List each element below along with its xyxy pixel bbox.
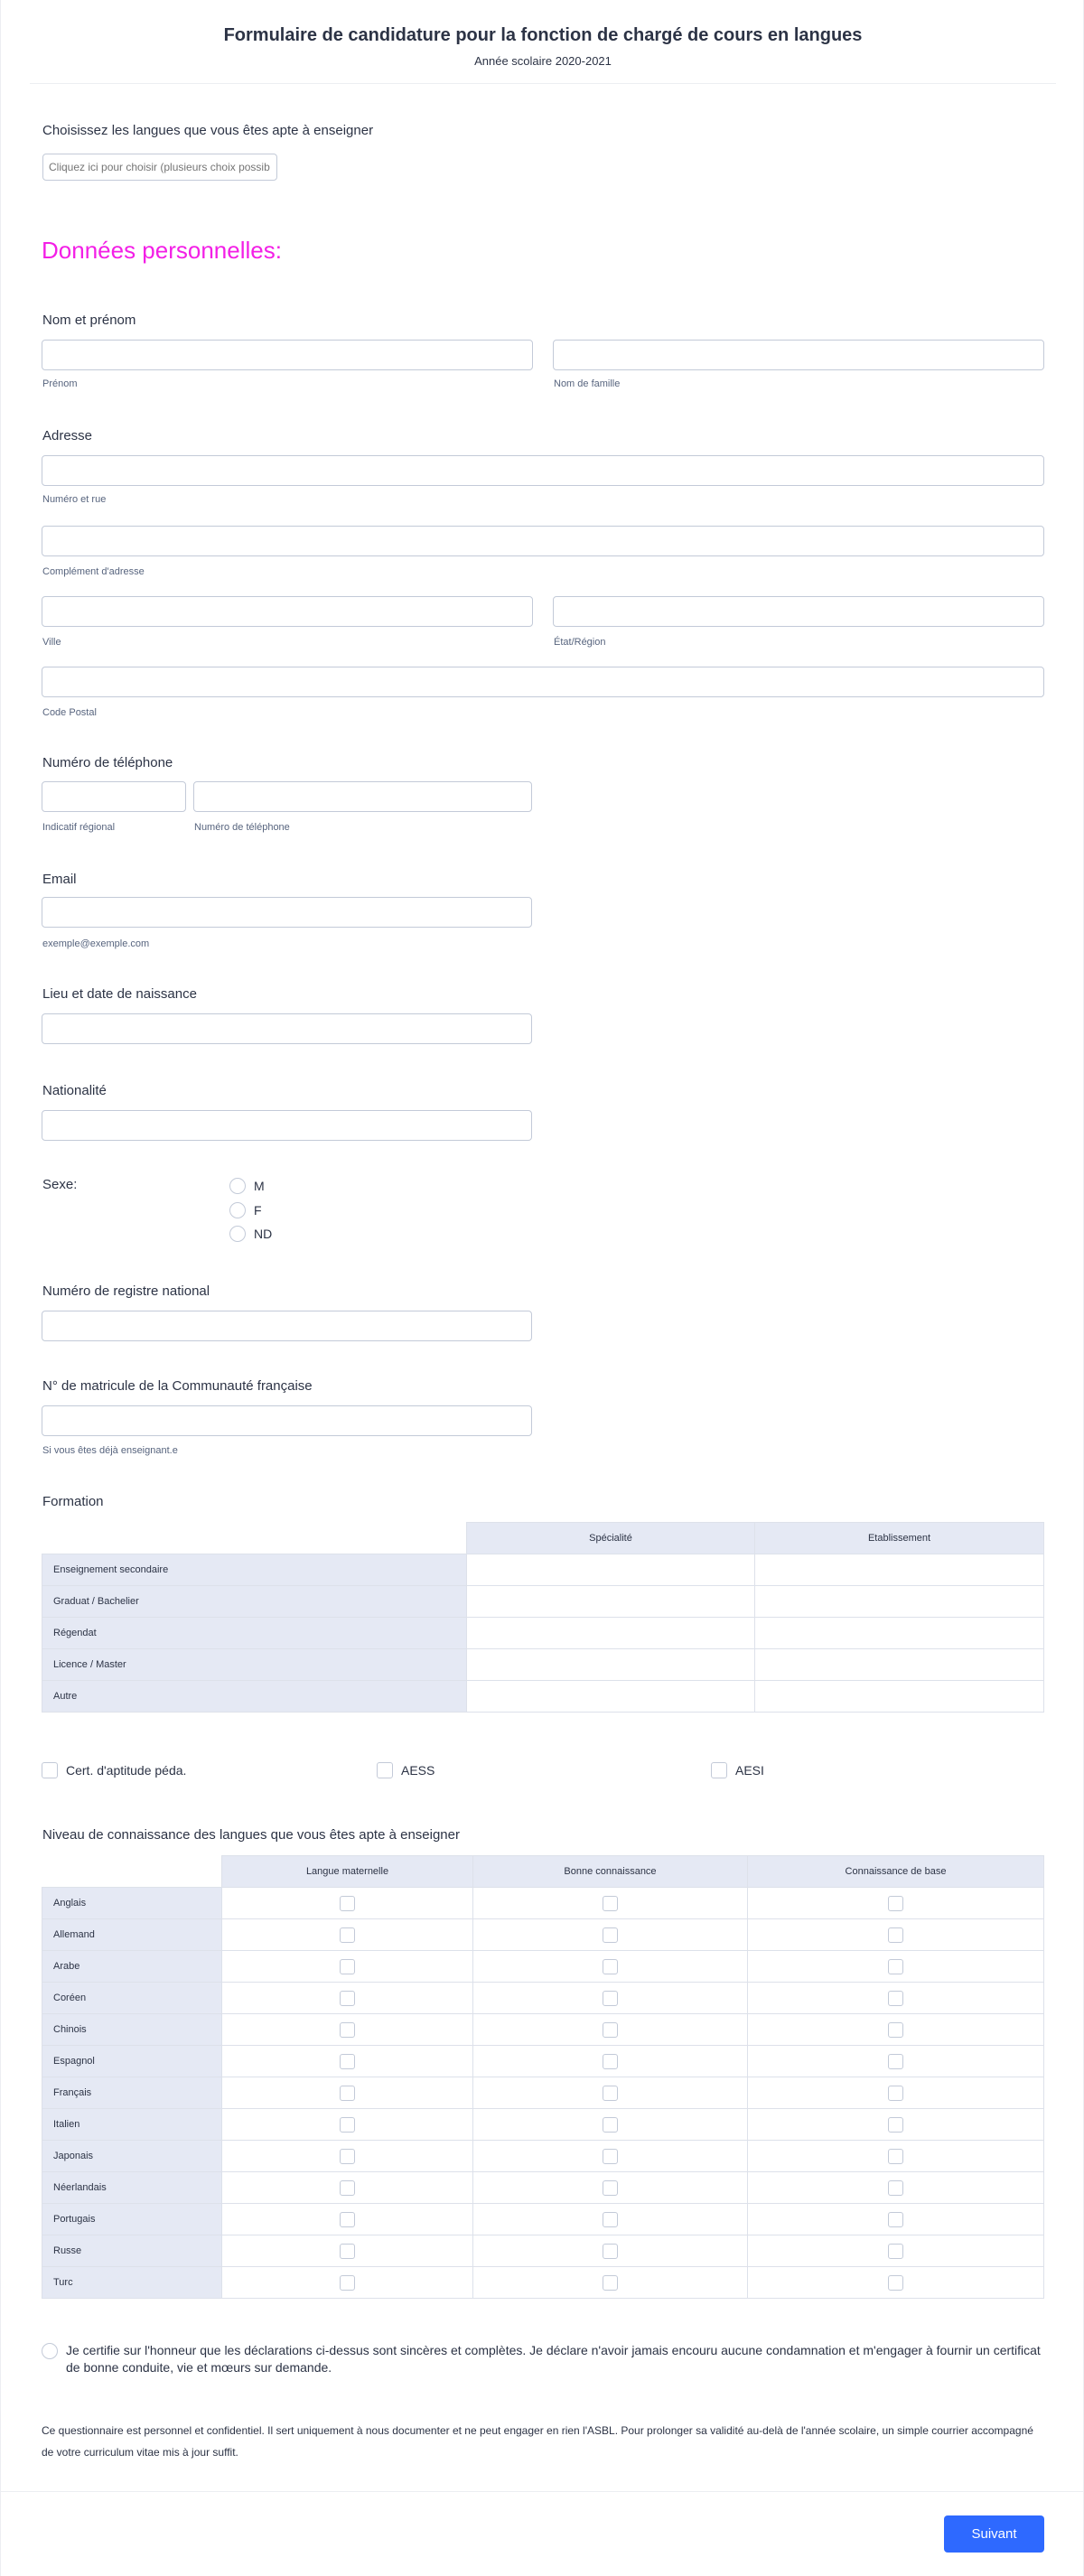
level-maternelle-checkbox[interactable] xyxy=(340,2149,355,2164)
level-base-checkbox[interactable] xyxy=(888,2117,903,2133)
formation-row xyxy=(42,1586,1044,1618)
level-maternelle-checkbox[interactable] xyxy=(340,1927,355,1943)
matricule-input[interactable] xyxy=(42,1405,532,1436)
email-label: Email xyxy=(42,872,77,887)
etablissement-input[interactable] xyxy=(755,1681,1044,1713)
certify-text: Je certifie sur l'honneur que les déclarations ci-dessus sont sincères et complètes. Je déclare n'avoir jamais encouru aucune condamnation et m'engager à fournir un certificat de bonne conduite, vie et mœurs sur demande. xyxy=(66,2343,1041,2375)
level-base-checkbox[interactable] xyxy=(888,1896,903,1911)
formation-row xyxy=(42,1649,1044,1681)
level-bonne-checkbox[interactable] xyxy=(603,1896,618,1911)
language-row-label: Français xyxy=(42,2077,222,2109)
formation-row-label: Enseignement secondaire xyxy=(42,1554,467,1586)
language-row xyxy=(42,2235,1044,2267)
language-row xyxy=(42,2141,1044,2172)
aess-label: AESS xyxy=(401,1763,435,1778)
birth-input[interactable] xyxy=(42,1013,532,1044)
formation-column-header: Spécialité xyxy=(467,1523,755,1554)
level-bonne-checkbox[interactable] xyxy=(603,2054,618,2069)
matricule-label: N° de matricule de la Communauté française xyxy=(42,1378,313,1394)
language-row xyxy=(42,2077,1044,2109)
levels-label: Niveau de connaissance des langues que vous êtes apte à enseigner xyxy=(42,1827,460,1843)
formation-table xyxy=(42,1522,1044,1713)
specialite-input[interactable] xyxy=(467,1681,755,1713)
language-row xyxy=(42,2267,1044,2299)
formation-row-label: Licence / Master xyxy=(42,1649,467,1681)
level-bonne-checkbox[interactable] xyxy=(603,1959,618,1974)
level-base-checkbox[interactable] xyxy=(888,2212,903,2227)
level-bonne-checkbox[interactable] xyxy=(603,2022,618,2038)
level-bonne-checkbox[interactable] xyxy=(603,2149,618,2164)
etablissement-input[interactable] xyxy=(755,1554,1044,1586)
language-row xyxy=(42,2204,1044,2235)
address-label: Adresse xyxy=(42,428,93,443)
language-row-label: Anglais xyxy=(42,1888,222,1919)
level-bonne-checkbox[interactable] xyxy=(603,2212,618,2227)
level-base-checkbox[interactable] xyxy=(888,1991,903,2006)
nationality-input[interactable] xyxy=(42,1110,532,1141)
language-row xyxy=(42,1919,1044,1951)
formation-row-label: Régendat xyxy=(42,1618,467,1649)
language-row xyxy=(42,2172,1044,2204)
level-base-checkbox[interactable] xyxy=(888,2054,903,2069)
languages-label: Choisissez les langues que vous êtes apte à enseigner xyxy=(42,123,374,138)
sex-option-label: M xyxy=(254,1179,265,1193)
language-row-label: Chinois xyxy=(42,2014,222,2046)
languages-select[interactable] xyxy=(42,154,277,181)
sex-radio-m[interactable] xyxy=(229,1178,246,1194)
sex-option-label: ND xyxy=(254,1227,273,1241)
language-row xyxy=(42,1983,1044,2014)
level-bonne-checkbox[interactable] xyxy=(603,2275,618,2291)
section-title: Données personnelles: xyxy=(42,237,282,264)
formation-row xyxy=(42,1618,1044,1649)
level-maternelle-checkbox[interactable] xyxy=(340,1991,355,2006)
first-name-sublabel: Prénom xyxy=(42,378,78,389)
last-name-sublabel: Nom de famille xyxy=(554,378,621,389)
specialite-input[interactable] xyxy=(467,1586,755,1618)
levels-column-header: Langue maternelle xyxy=(222,1856,473,1888)
next-button[interactable]: Suivant xyxy=(944,2515,1044,2553)
level-maternelle-checkbox[interactable] xyxy=(340,2117,355,2133)
phone-label: Numéro de téléphone xyxy=(42,755,173,770)
postal-code-input[interactable] xyxy=(42,667,1044,697)
level-maternelle-checkbox[interactable] xyxy=(340,2054,355,2069)
specialite-input[interactable] xyxy=(467,1649,755,1681)
footer-divider xyxy=(1,2491,1084,2492)
sex-label: Sexe: xyxy=(42,1177,78,1192)
level-maternelle-checkbox[interactable] xyxy=(340,1959,355,1974)
specialite-input[interactable] xyxy=(467,1554,755,1586)
level-bonne-checkbox[interactable] xyxy=(603,1991,618,2006)
city-input[interactable] xyxy=(42,596,533,627)
last-name-input[interactable] xyxy=(553,340,1044,370)
etablissement-input[interactable] xyxy=(755,1586,1044,1618)
street-input[interactable] xyxy=(42,455,1044,486)
formation-column-header: Etablissement xyxy=(755,1523,1044,1554)
levels-column-header: Bonne connaissance xyxy=(473,1856,748,1888)
address-complement-input[interactable] xyxy=(42,526,1044,556)
formation-row xyxy=(42,1554,1044,1586)
language-row-label: Espagnol xyxy=(42,2046,222,2077)
first-name-input[interactable] xyxy=(42,340,533,370)
level-base-checkbox[interactable] xyxy=(888,2022,903,2038)
language-row-label: Arabe xyxy=(42,1951,222,1983)
area-code-sublabel: Indicatif régional xyxy=(42,822,116,833)
city-sublabel: Ville xyxy=(42,637,61,648)
header-divider xyxy=(30,83,1056,84)
language-row xyxy=(42,2046,1044,2077)
state-sublabel: État/Région xyxy=(554,637,606,648)
specialite-input[interactable] xyxy=(467,1618,755,1649)
language-row-label: Néerlandais xyxy=(42,2172,222,2204)
confidentiality-note: Ce questionnaire est personnel et confidentiel. Il sert uniquement à nous documenter et ne peut engager en rien l'ASBL. Pour prolonger sa validité au-delà de l'année scolaire, un simple courrier accompagné de votre curriculum vitae mis à jour suffit. xyxy=(42,2424,1033,2459)
level-bonne-checkbox[interactable] xyxy=(603,2086,618,2101)
language-row-label: Italien xyxy=(42,2109,222,2141)
postal-sublabel: Code Postal xyxy=(42,707,97,718)
matricule-sublabel: Si vous êtes déjà enseignant.e xyxy=(42,1445,178,1456)
level-bonne-checkbox[interactable] xyxy=(603,1927,618,1943)
form-subtitle: Année scolaire 2020-2021 xyxy=(474,54,612,68)
registry-input[interactable] xyxy=(42,1311,532,1341)
formation-row xyxy=(42,1681,1044,1713)
language-row-label: Turc xyxy=(42,2267,222,2299)
language-levels-table xyxy=(42,1855,1044,2299)
level-base-checkbox[interactable] xyxy=(888,2180,903,2196)
sex-radio-f[interactable] xyxy=(229,1202,246,1218)
level-bonne-checkbox[interactable] xyxy=(603,2117,618,2133)
level-bonne-checkbox[interactable] xyxy=(603,2244,618,2259)
certify-radio[interactable] xyxy=(42,2343,58,2359)
phone-number-input[interactable] xyxy=(193,781,532,812)
language-row xyxy=(42,1951,1044,1983)
level-base-checkbox[interactable] xyxy=(888,2275,903,2291)
level-base-checkbox[interactable] xyxy=(888,1927,903,1943)
level-bonne-checkbox[interactable] xyxy=(603,2180,618,2196)
level-maternelle-checkbox[interactable] xyxy=(340,1896,355,1911)
complement-sublabel: Complément d'adresse xyxy=(42,566,145,577)
language-row xyxy=(42,2109,1044,2141)
sex-option-label: F xyxy=(254,1203,262,1218)
registry-label: Numéro de registre national xyxy=(42,1283,210,1299)
cert-checkbox[interactable] xyxy=(42,1762,58,1778)
level-base-checkbox[interactable] xyxy=(888,2086,903,2101)
level-base-checkbox[interactable] xyxy=(888,2149,903,2164)
language-row-label: Coréen xyxy=(42,1983,222,2014)
language-row-label: Russe xyxy=(42,2235,222,2267)
nationality-label: Nationalité xyxy=(42,1083,107,1098)
level-maternelle-checkbox[interactable] xyxy=(340,2086,355,2101)
etablissement-input[interactable] xyxy=(755,1649,1044,1681)
cert-label: Cert. d'aptitude péda. xyxy=(66,1763,187,1778)
level-maternelle-checkbox[interactable] xyxy=(340,2275,355,2291)
formation-row-label: Autre xyxy=(42,1681,467,1713)
language-row xyxy=(42,2014,1044,2046)
language-row xyxy=(42,1888,1044,1919)
level-maternelle-checkbox[interactable] xyxy=(340,2244,355,2259)
formation-row-label: Graduat / Bachelier xyxy=(42,1586,467,1618)
state-input[interactable] xyxy=(553,596,1044,627)
level-maternelle-checkbox[interactable] xyxy=(340,2022,355,2038)
aesi-label: AESI xyxy=(735,1763,764,1778)
level-maternelle-checkbox[interactable] xyxy=(340,2180,355,2196)
name-label: Nom et prénom xyxy=(42,313,136,328)
language-row-label: Portugais xyxy=(42,2204,222,2235)
email-input[interactable] xyxy=(42,897,532,928)
area-code-input[interactable] xyxy=(42,781,186,812)
sex-radio-nd[interactable] xyxy=(229,1226,246,1242)
language-row-label: Japonais xyxy=(42,2141,222,2172)
birth-label: Lieu et date de naissance xyxy=(42,986,197,1002)
levels-column-header: Connaissance de base xyxy=(748,1856,1044,1888)
street-sublabel: Numéro et rue xyxy=(42,494,107,505)
level-base-checkbox[interactable] xyxy=(888,1959,903,1974)
language-row-label: Allemand xyxy=(42,1919,222,1951)
formation-label: Formation xyxy=(42,1494,104,1509)
etablissement-input[interactable] xyxy=(755,1618,1044,1649)
form-title: Formulaire de candidature pour la fonction de chargé de cours en langues xyxy=(223,25,863,45)
level-maternelle-checkbox[interactable] xyxy=(340,2212,355,2227)
phone-sublabel: Numéro de téléphone xyxy=(194,822,290,833)
email-sublabel: exemple@exemple.com xyxy=(42,938,150,949)
level-base-checkbox[interactable] xyxy=(888,2244,903,2259)
aess-checkbox[interactable] xyxy=(377,1762,393,1778)
aesi-checkbox[interactable] xyxy=(711,1762,727,1778)
